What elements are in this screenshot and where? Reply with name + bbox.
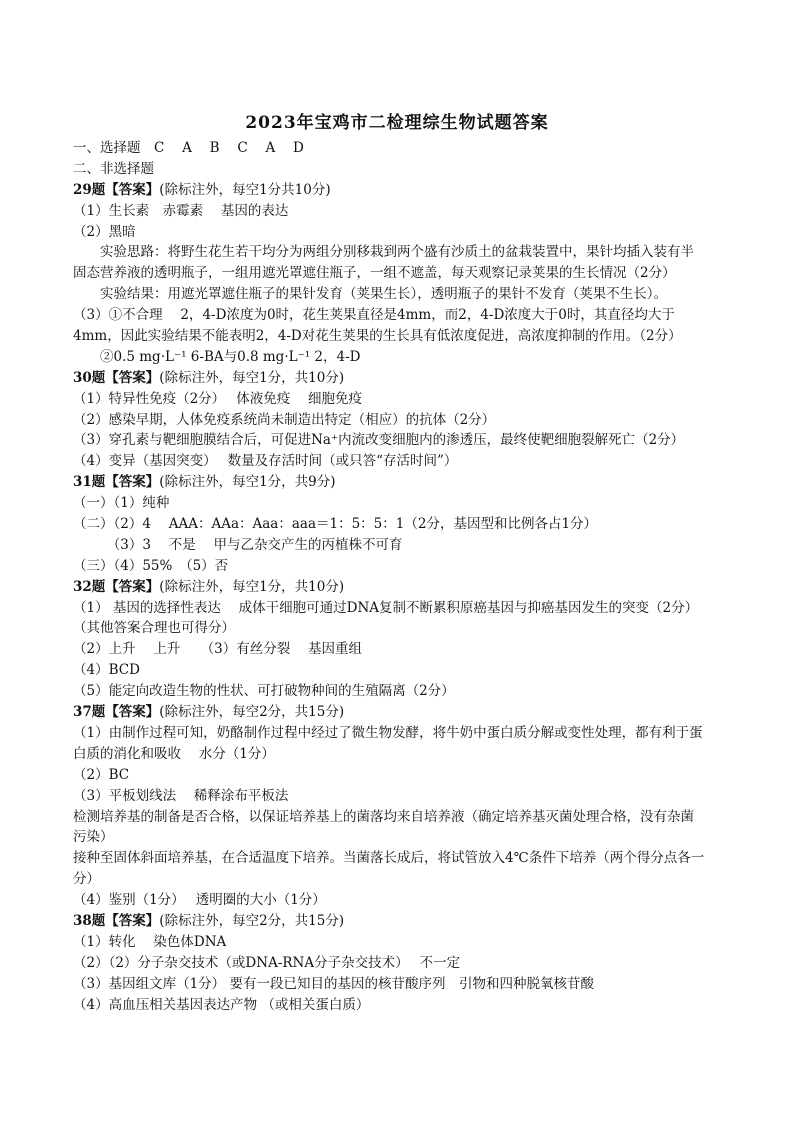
line-text: 实验结果：用遮光罩遮住瓶子的果针发育（荚果生长），透明瓶子的果针不发育（荚果不生长）。	[73, 286, 667, 303]
answer-line	[73, 827, 733, 848]
answer-line	[73, 639, 733, 660]
line-text: （一）（1）纯种	[73, 495, 170, 512]
line-text: (除标注外，每空2分，共15分)	[159, 912, 345, 929]
answer-line	[73, 159, 733, 180]
answer-line	[73, 807, 733, 828]
answer-line	[73, 389, 733, 410]
answer-line	[73, 430, 733, 451]
line-text: (除标注外，每空1分，共10分)	[159, 369, 345, 386]
answer-line	[73, 347, 733, 368]
answer-line	[73, 723, 733, 744]
line-text: 白质的消化和吸收 水分（1分）	[73, 745, 275, 762]
answer-line	[73, 410, 733, 431]
line-text: (除标注外，每空1分共10分)	[159, 181, 331, 198]
line-text: （4）变异（基因突变） 数量及存活时间（或只答“存活时间”）	[73, 453, 458, 470]
line-text: （2）（2）分子杂交技术（或DNA-RNA分子杂交技术） 不一定	[73, 954, 461, 971]
answer-line	[73, 201, 733, 222]
line-text: 4mm，因此实验结果不能表明2，4-D对花生荚果的生长具有低浓度促进，高浓度抑制的作用。（2分）	[73, 328, 682, 345]
line-text: 接种至固体斜面培养基，在合适温度下培养。当菌落长成后，将试管放入4℃条件下培养（两个得分点各一	[73, 850, 705, 867]
question-header	[73, 368, 733, 389]
line-text: （3）3 不是 甲与乙杂交产生的丙植株不可育	[73, 536, 403, 553]
question-header	[73, 180, 733, 201]
line-text: 一、选择题 C A B C A D	[73, 140, 304, 156]
line-text: （2）黑暗	[73, 223, 136, 240]
answer-line	[73, 451, 733, 472]
line-text: （二）（2）4 AAA：AAa：Aaa：aaa＝1：5：5：1（2分，基因型和比例各占1分）	[73, 516, 598, 533]
answer-line	[73, 263, 733, 284]
question-header	[73, 472, 733, 493]
answer-line	[73, 744, 733, 765]
line-text: 固态营养液的透明瓶子，一组用遮光罩遮住瓶子，一组不遮盖，每天观察记录荚果的生长情况（2分）	[73, 265, 676, 282]
line-text: 污染）	[73, 829, 114, 846]
answer-line	[73, 138, 733, 159]
line-text: 二、非选择题	[73, 160, 154, 177]
line-text: （1）生长素 赤霉素 基因的表达	[73, 202, 289, 219]
answer-line	[73, 765, 733, 786]
answer-line	[73, 598, 733, 619]
question-label: 32题【答案】	[73, 578, 160, 595]
answer-line	[73, 326, 733, 347]
question-label: 31题【答案】	[73, 474, 160, 491]
question-label: 30题【答案】	[73, 369, 160, 386]
answer-line	[73, 995, 733, 1016]
line-text: （4）BCD	[73, 662, 140, 679]
answer-line	[73, 222, 733, 243]
line-text: 检测培养基的制备是否合格，以保证培养基上的菌落均来自培养液（确定培养基灭菌处理合格，没有杂菌	[73, 808, 694, 825]
answer-line	[73, 618, 733, 639]
line-text: (除标注外，每空1分，共9分)	[159, 474, 336, 491]
answer-line	[73, 953, 733, 974]
question-header	[73, 911, 733, 932]
answer-line	[73, 786, 733, 807]
answer-line	[73, 514, 733, 535]
line-text: （1）由制作过程可知，奶酪制作过程中经过了微生物发酵，将牛奶中蛋白质分解或变性处理，都有利于蛋	[73, 724, 703, 741]
line-text: 实验思路：将野生花生若干均分为两组分别移栽到两个盛有沙质土的盆栽装置中，果针均插入装有半	[73, 244, 694, 261]
line-text: （3）平板划线法 稀释涂布平板法	[73, 787, 289, 804]
line-text: （2）感染早期，人体免疫系统尚未制造出特定（相应）的抗体（2分）	[73, 411, 496, 428]
line-text: 分）	[73, 871, 100, 888]
line-text: （3）穿孔素与靶细胞膜结合后，可促进Na⁺内流改变细胞内的渗透压，最终使靶细胞裂解死亡（2分）	[73, 432, 685, 449]
answer-lines	[73, 138, 733, 1015]
answer-line	[73, 869, 733, 890]
page-title: 2023年宝鸡市二检理综生物试题答案	[245, 113, 549, 133]
answer-line	[73, 681, 733, 702]
answer-line	[73, 535, 733, 556]
answer-line	[73, 305, 733, 326]
answer-line	[73, 493, 733, 514]
question-header	[73, 577, 733, 598]
answer-line	[73, 848, 733, 869]
answer-line	[73, 660, 733, 681]
line-text: （其他答案合理也可得分）	[73, 620, 235, 637]
answer-line	[73, 242, 733, 263]
answer-line	[73, 890, 733, 911]
line-text: （3）①不合理 2，4-D浓度为0时，花生荚果直径是4mm，而2，4-D浓度大于0时，其直径均大于	[73, 307, 675, 324]
answer-line	[73, 556, 733, 577]
line-text: （三）（4）55% （5）否	[73, 557, 229, 574]
question-label: 37题【答案】	[73, 704, 160, 721]
question-header	[73, 702, 733, 723]
line-text: （1） 基因的选择性表达 成体干细胞可通过DNA复制不断累积原癌基因与抑癌基因发生的突变（2分）	[73, 599, 699, 616]
line-text: ②0.5 mg·L⁻¹ 6-BA与0.8 mg·L⁻¹ 2，4-D	[73, 348, 361, 365]
line-text: （5）能定向改造生物的性状、可打破物种间的生殖隔离（2分）	[73, 683, 455, 700]
line-text: （4）鉴别（1分） 透明圈的大小（1分）	[73, 892, 326, 909]
answer-line	[73, 974, 733, 995]
line-text: （3）基因组文库（1分） 要有一段已知目的基因的核苷酸序列 引物和四种脱氧核苷酸	[73, 975, 594, 992]
line-text: （1）转化 染色体DNA	[73, 933, 227, 950]
line-text: （1）特异性免疫（2分） 体液免疫 细胞免疫	[73, 390, 363, 407]
line-text: （4）高血压相关基因表达产物 （或相关蛋白质）	[73, 996, 370, 1013]
answer-line	[73, 932, 733, 953]
question-label: 29题【答案】	[73, 181, 160, 198]
line-text: （2）上升 上升 （3）有丝分裂 基因重组	[73, 641, 363, 658]
question-label: 38题【答案】	[73, 912, 160, 929]
line-text: (除标注外，每空1分，共10分)	[159, 578, 345, 595]
line-text: (除标注外，每空2分，共15分)	[159, 704, 345, 721]
answer-line	[73, 284, 733, 305]
line-text: （2）BC	[73, 766, 130, 783]
